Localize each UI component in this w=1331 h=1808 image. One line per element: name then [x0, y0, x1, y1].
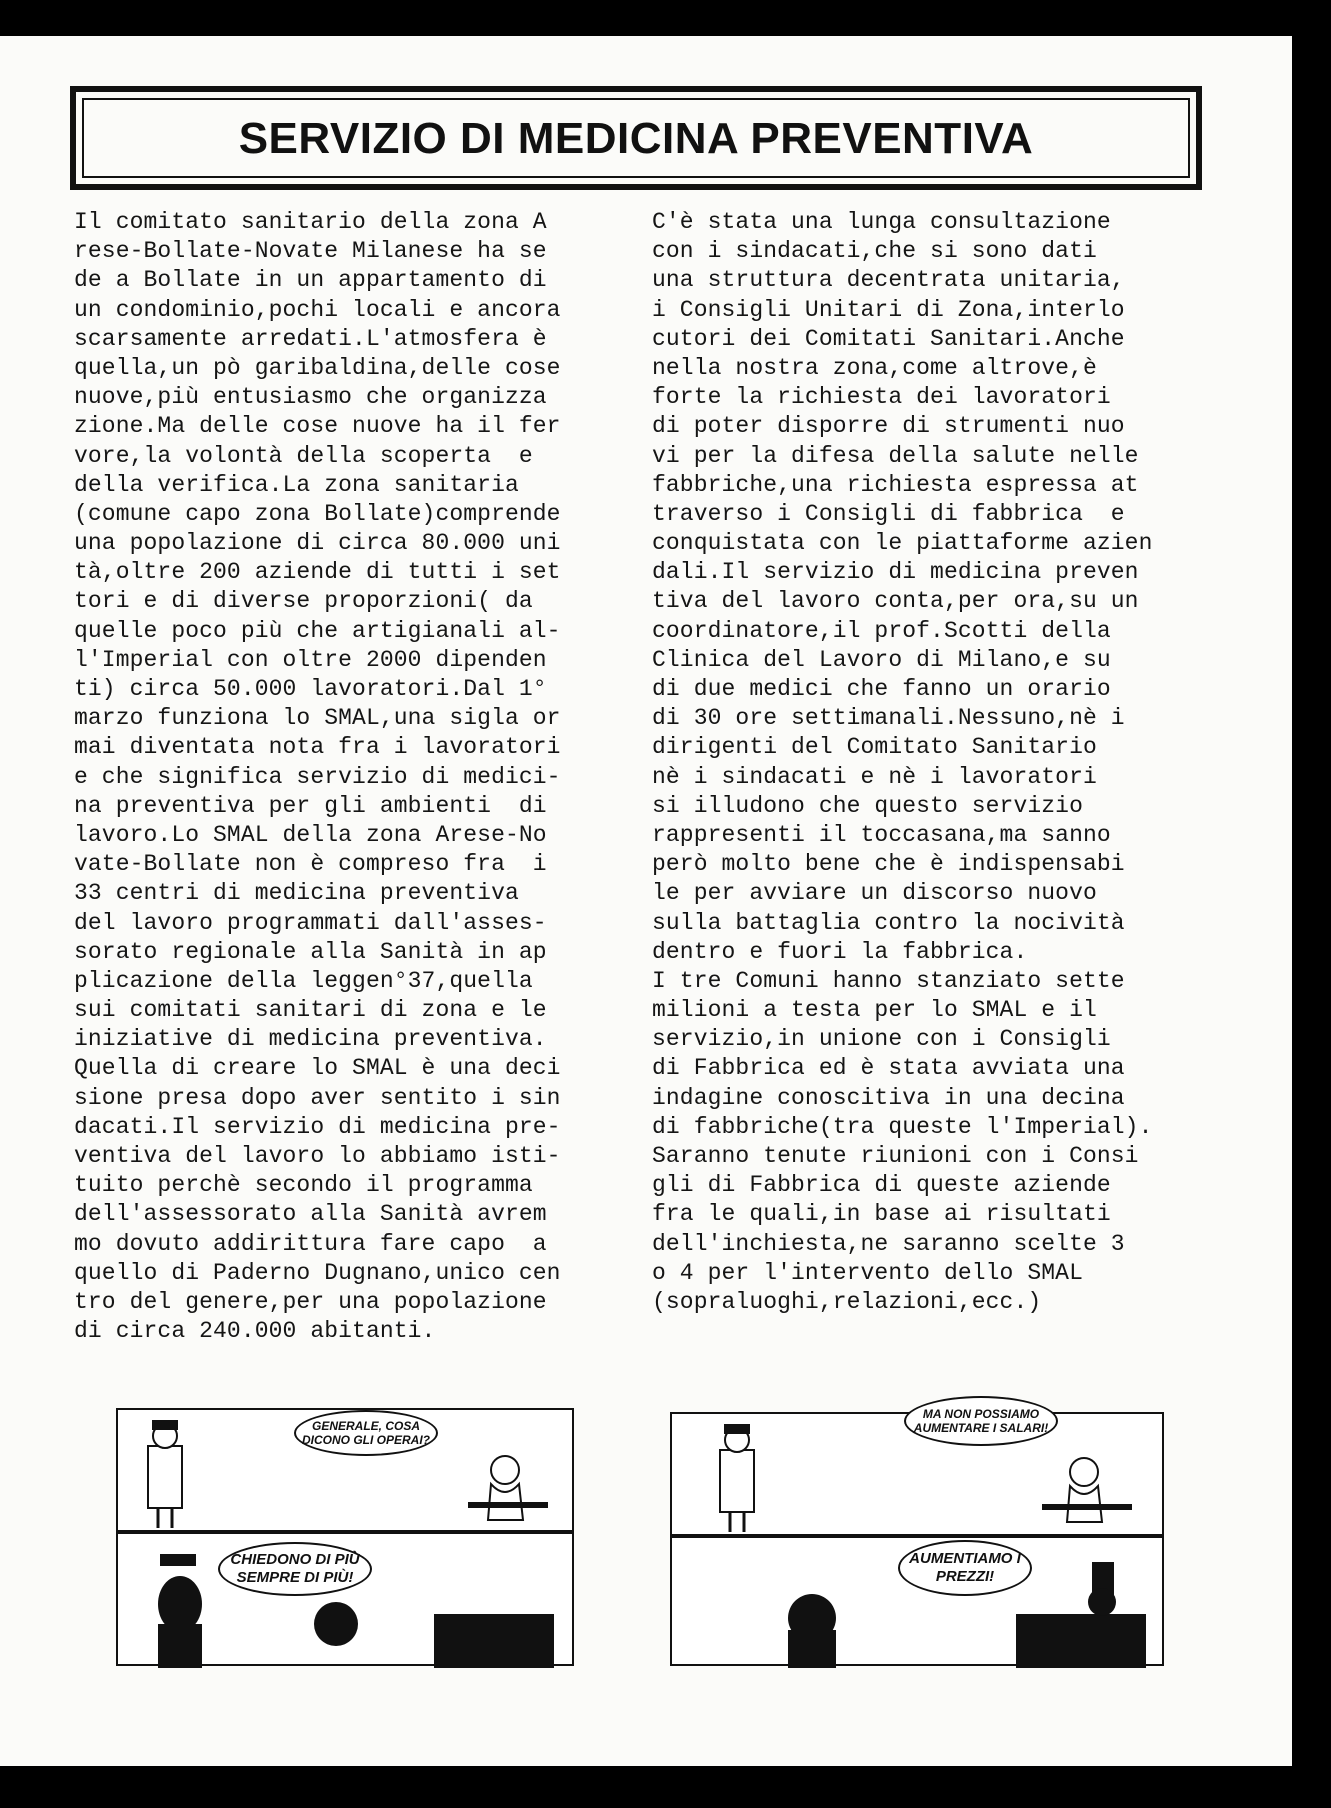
text-line: indagine conoscitiva in una decina [652, 1084, 1125, 1111]
text-line: quella,un pò garibaldina,delle cose [74, 354, 561, 381]
left-column [74, 208, 622, 1346]
text-line: tiva del lavoro conta,per ora,su un [652, 588, 1139, 615]
text-line: di circa 240.000 abitanti. [74, 1318, 436, 1345]
text-line: milioni a testa per lo SMAL e il [652, 997, 1097, 1024]
text-line: gli di Fabbrica di queste aziende [652, 1172, 1111, 1199]
text-line: ventiva del lavoro lo abbiamo isti- [74, 1143, 561, 1169]
text-line: tà,oltre 200 aziende di tutti i set [74, 559, 561, 586]
text-line: quelle poco più che artigianali al- [74, 617, 561, 644]
text-line: plicazione della leggen°37,quella [74, 967, 533, 994]
text-line: tro del genere,per una popolazione [74, 1288, 547, 1315]
text-line: sui comitati sanitari di zona e le [74, 997, 547, 1024]
text-line: 33 centri di medicina preventiva [74, 880, 519, 907]
text-line: forte la richiesta dei lavoratori [652, 384, 1111, 411]
text-line: del lavoro programmati dall'asses- [74, 909, 547, 936]
text-line: C'è stata una lunga consultazione [652, 209, 1111, 235]
text-line: I tre Comuni hanno stanziato sette [652, 967, 1125, 994]
text-line: fabbriche,una richiesta espressa at [652, 471, 1139, 498]
text-line: servizio,in unione con i Consigli [652, 1026, 1111, 1053]
text-line: cutori dei Comitati Sanitari.Anche [652, 325, 1125, 352]
text-line: tori e di diverse proporzioni( da [74, 588, 533, 615]
text-line: un condominio,pochi locali e ancora [74, 296, 561, 323]
text-line: con i sindacati,che si sono dati [652, 238, 1097, 265]
text-line: Il comitato sanitario della zona A [74, 209, 547, 235]
text-line: (sopraluoghi,relazioni,ecc.) [652, 1288, 1042, 1315]
text-line: na preventiva per gli ambienti di [74, 792, 547, 819]
text-line: sione presa dopo aver sentito i sin [74, 1084, 561, 1111]
text-line: e che significa servizio di medici- [74, 763, 561, 790]
text-line: i Consigli Unitari di Zona,interlo [652, 296, 1125, 323]
text-line: vate-Bollate non è compreso fra i [74, 851, 547, 878]
text-line: nella nostra zona,come altrove,è [652, 354, 1097, 381]
text-line: mo dovuto addirittura fare capo a [74, 1230, 547, 1257]
text-line: dacati.Il servizio di medicina pre- [74, 1113, 561, 1140]
text-line: Saranno tenute riunioni con i Consi [652, 1143, 1139, 1169]
text-line: marzo funziona lo SMAL,una sigla or [74, 705, 561, 732]
text-line: iniziative di medicina preventiva. [74, 1026, 547, 1053]
text-line: sulla battaglia contro la nocività [652, 909, 1125, 936]
text-line: traverso i Consigli di fabbrica e [652, 500, 1125, 527]
text-line: dali.Il servizio di medicina preven [652, 559, 1139, 586]
text-line: di fabbriche(tra queste l'Imperial). [652, 1113, 1153, 1140]
speech-bubble: AUMENTIAMO I PREZZI! [898, 1540, 1032, 1596]
text-line: dirigenti del Comitato Sanitario [652, 734, 1097, 761]
text-line: della verifica.La zona sanitaria [74, 471, 519, 498]
text-line: rappresenti il toccasana,ma sanno [652, 821, 1111, 848]
text-line: dell'inchiesta,ne saranno scelte 3 [652, 1230, 1125, 1257]
text-line: scarsamente arredati.L'atmosfera è [74, 325, 547, 352]
text-line: quello di Paderno Dugnano,unico cen [74, 1259, 561, 1286]
text-line: rese-Bollate-Novate Milanese ha se [74, 238, 547, 265]
text-line: l'Imperial con oltre 2000 dipenden [74, 646, 547, 673]
text-line: di due medici che fanno un orario [652, 676, 1111, 702]
text-line: di poter disporre di strumenti nuo [652, 413, 1125, 440]
scan-edge [1292, 0, 1331, 1808]
text-line: vi per la difesa della salute nelle [652, 442, 1139, 469]
comic-right-panel-bottom [670, 1536, 1164, 1666]
speech-bubble: MA NON POSSIAMO AUMENTARE I SALARI! [904, 1396, 1058, 1446]
text-line: una struttura decentrata unitaria, [652, 267, 1125, 294]
text-line: dentro e fuori la fabbrica. [652, 938, 1028, 965]
text-line: conquistata con le piattaforme azien [652, 530, 1153, 557]
text-line: Clinica del Lavoro di Milano,e su [652, 646, 1111, 673]
page-title: SERVIZIO DI MEDICINA PREVENTIVA [238, 114, 1034, 163]
text-line: fra le quali,in base ai risultati [652, 1201, 1111, 1228]
text-line: (comune capo zona Bollate)comprende [74, 500, 561, 527]
speech-bubble: CHIEDONO DI PIÙ SEMPRE DI PIÙ! [218, 1542, 372, 1596]
text-line: de a Bollate in un appartamento di [74, 267, 547, 294]
text-line: coordinatore,il prof.Scotti della [652, 617, 1111, 644]
comic-left-panel-top [116, 1408, 574, 1532]
title-box [70, 86, 1202, 190]
text-line: di 30 ore settimanali.Nessuno,nè i [652, 705, 1125, 732]
text-line: mai diventata nota fra i lavoratori [74, 734, 561, 761]
text-line: ti) circa 50.000 lavoratori.Dal 1° [74, 676, 547, 702]
text-line: o 4 per l'intervento dello SMAL [652, 1259, 1083, 1286]
text-line: le per avviare un discorso nuovo [652, 880, 1097, 907]
text-line: lavoro.Lo SMAL della zona Arese-No [74, 821, 547, 848]
text-line: nè i sindacati e nè i lavoratori [652, 763, 1097, 790]
text-line: Quella di creare lo SMAL è una deci [74, 1055, 561, 1082]
speech-bubble: GENERALE, COSA DICONO GLI OPERAI? [294, 1410, 438, 1456]
text-line: dell'assessorato alla Sanità avrem [74, 1201, 547, 1228]
text-line: si illudono che questo servizio [652, 792, 1083, 819]
text-line: zione.Ma delle cose nuove ha il fer [74, 413, 561, 440]
text-line: una popolazione di circa 80.000 uni [74, 530, 561, 557]
text-line: tuito perchè secondo il programma [74, 1172, 533, 1199]
comic-left-panel-bottom [116, 1532, 574, 1666]
text-line: sorato regionale alla Sanità in ap [74, 938, 547, 965]
text-line: nuove,più entusiasmo che organizza [74, 384, 547, 411]
comic-right-panel-top [670, 1407, 1164, 1536]
text-line: di Fabbrica ed è stata avviata una [652, 1055, 1125, 1082]
right-column [652, 208, 1212, 1317]
text-line: però molto bene che è indispensabi [652, 851, 1125, 878]
text-line: vore,la volontà della scoperta e [74, 442, 533, 469]
